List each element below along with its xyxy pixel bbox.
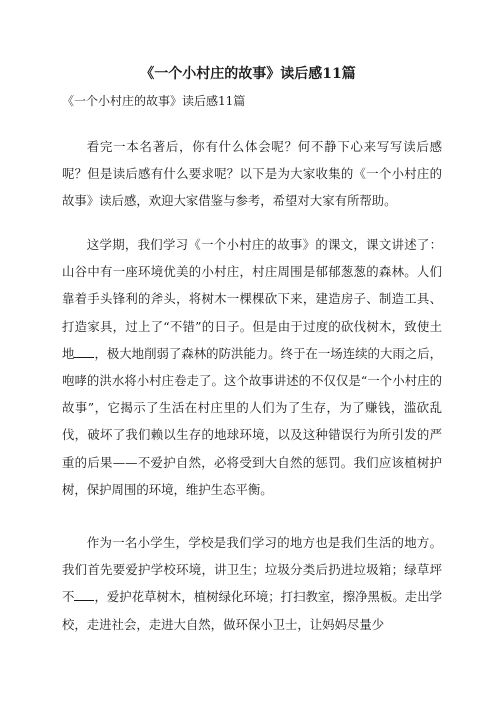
paragraph-story-text-start: 这学期，我们学习《一个小村庄的故事》的课文，课文讲述了：山谷中有一座环境优美的小村庄，村庄周围是郁郁葱葱的森林。人们靠着手头锋利的斧头，将树木一棵棵砍下来，建造房子、制造工具、打造家具，过上了“不错”的日子。但是由于过度的砍伐树木，致使土地 (62, 237, 442, 361)
fill-in-blank (74, 588, 94, 601)
paragraph-student-text-start: 作为一名小学生，学校是我们学习的地方也是我们生活的地方。我们首先要爱护学校环境，讲卫生；垃圾分类后扔进垃圾箱；绿草坪不 (62, 535, 442, 605)
paragraph-story (62, 231, 442, 503)
paragraph-story-text-end: ，极大地削弱了森林的防洪能力。终于在一场连续的大雨之后，咆哮的洪水将小村庄卷走了。这个故事讲述的不仅仅是“一个小村庄的故事”，它揭示了生活在村庄里的人们为了生存，为了赚钱，滥砍乱伐，破坏了我们赖以生存的地球环境，以及这种错误行为所引发的严重的后果——不爱护自然，必将受到大自然的惩罚。我们应该植树护树，保护周围的环境，维护生态平衡。 (62, 345, 443, 497)
paragraph-intro-text: 看完一本名著后，你有什么体会呢？何不静下心来写写读后感呢？但是读后感有什么要求呢？以下是为大家收集的《一个小村庄的故事》读后感，欢迎大家借鉴与参考，希望对大家有所帮助。 (62, 139, 442, 209)
paragraph-intro (62, 133, 442, 215)
fill-in-blank (74, 345, 94, 358)
document-title: 《一个小村庄的故事》读后感11篇 (140, 66, 356, 82)
paragraph-student-text-end: ，爱护花草树木，植树绿化环境；打扫教室，擦净黑板。走出学校，走进社会，走进大自然，做环保小卫士，让妈妈尽量少 (62, 589, 443, 632)
paragraph-student (62, 529, 442, 638)
document-subtitle: 《一个小村庄的故事》读后感11篇 (62, 94, 246, 108)
